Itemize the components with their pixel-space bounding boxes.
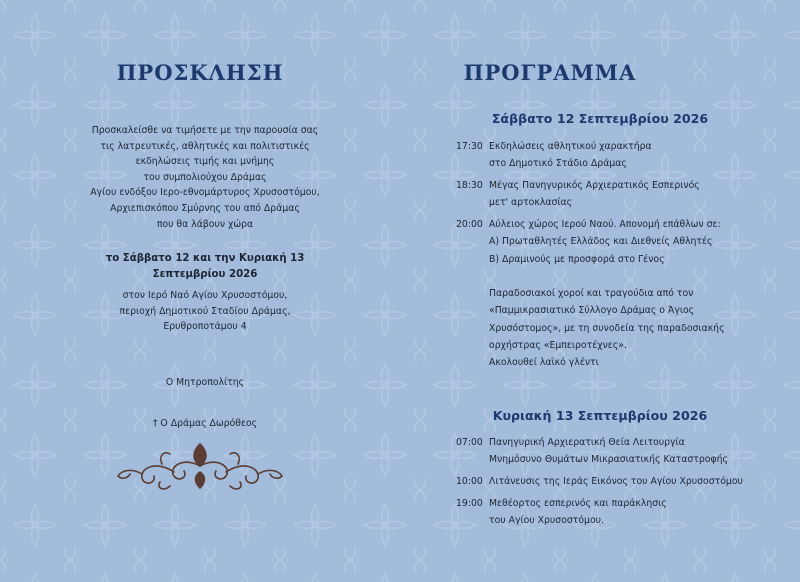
invitation-venue (60, 288, 350, 335)
signature-name (60, 416, 350, 432)
signature-name-text: † Ο Δράμας Δωρόθεος (152, 418, 258, 429)
venue-line: περιοχή Δημοτικού Σταδίου Δράμας, (119, 305, 291, 317)
program-title: ΠΡΟΓΡΑΜΜΑ (463, 60, 637, 85)
event-description (489, 473, 743, 490)
event-time: 07:00 (456, 437, 483, 448)
intro-line: Προσκαλείσθε να τιμήσετε με την παρουσία σας (91, 125, 319, 136)
venue-line: Ερυθροποτάμου 4 (163, 321, 247, 333)
event-description (489, 434, 728, 469)
event-line: Εκδηλώσεις αθλητικού χαρακτήρα (489, 141, 652, 152)
invitation-title: ΠΡΟΣΚΛΗΣΗ (116, 60, 284, 85)
event-description (489, 495, 667, 530)
program-panel (400, 0, 800, 582)
event-line: Μνημόσυνο Θυμάτων Μικρασιατικής Καταστροφής (489, 454, 728, 466)
signature-title-text: Ο Μητροπολίτης (165, 377, 245, 388)
event-line: Λιτάνευσις της Ιεράς Εικόνος του Αγίου Χρυσοστόμου (489, 476, 743, 487)
event-line: Μεθέορτος εσπερινός και παράκλησις (489, 498, 667, 509)
event-line: μετ' αρτοκλασίας (489, 197, 573, 209)
invitation-dates (60, 251, 350, 283)
intro-line: Αγίου ενδόξου Ιερο-εθνομάρτυρος Χρυσοστόμου, (90, 187, 320, 199)
day-sunday-label: Κυριακή 13 Σεπτεμβρίου 2026 (492, 408, 708, 423)
event-description (489, 216, 721, 268)
event-line: Μέγας Πανηγυρικός Αρχιερατικός Εσπερινός (489, 180, 700, 191)
event-line: «Παμμικρασιατικό Σύλλογο Δράμας ο Άγιος (489, 305, 695, 317)
day-saturday-label: Σάββατο 12 Σεπτεμβρίου 2026 (491, 111, 709, 126)
event-description (489, 138, 652, 173)
event-time: 19:00 (456, 498, 483, 509)
flourish-ornament-icon (112, 438, 288, 494)
date-line: το Σάββατο 12 και την Κυριακή 13 (105, 253, 305, 264)
venue-line: στον Ιερό Ναό Αγίου Χρυσοστόμου, (122, 290, 288, 301)
date-line: Σεπτεμβρίου 2026 (152, 269, 258, 280)
event-line: Χρυσόστομος», με τη συνοδεία της παραδοσιακής (489, 322, 725, 334)
event-time: 18:30 (456, 180, 483, 191)
event-time: 17:30 (456, 141, 483, 152)
event-description (489, 177, 700, 212)
intro-line: Αρχιεπισκόπου Σμύρνης του από Δράμας (110, 202, 300, 214)
event-time: 20:00 (456, 219, 483, 230)
event-time: 10:00 (456, 476, 483, 487)
intro-line: που θα λάβουν χώρα (156, 218, 254, 230)
event-line: Β) Δραμινούς με προσφορά στο Γένος (489, 253, 665, 265)
signature-title (60, 375, 350, 391)
event-line: Ακολουθεί λαϊκό γλέντι (489, 357, 599, 369)
intro-line: τις λατρευτικές, αθλητικές και πολιτιστικές (100, 140, 310, 152)
event-line: Α) Πρωταθλητές Ελλάδος και Διεθνείς Αθλητές (489, 236, 713, 248)
event-line: στο Δημοτικό Στάδιο Δράμας (489, 158, 627, 170)
event-line: ορχήστρας «Εμπειροτέχνες». (489, 339, 627, 351)
invitation-intro (60, 123, 350, 232)
event-line: του Αγίου Χρυσοστόμου. (489, 515, 604, 527)
intro-line: του συμπολιούχου Δράμας (143, 171, 267, 183)
event-line: Αύλειος χώρος Ιερού Ναού. Απονομή επάθλων σε: (489, 219, 721, 230)
intro-line: εκδηλώσεις τιμής και μνήμης (135, 156, 275, 168)
event-description (489, 285, 725, 371)
event-line: Παραδοσιακοί χοροί και τραγούδια από τον (489, 288, 694, 299)
event-line: Πανηγυρική Αρχιερατική Θεία Λειτουργία (489, 437, 685, 448)
